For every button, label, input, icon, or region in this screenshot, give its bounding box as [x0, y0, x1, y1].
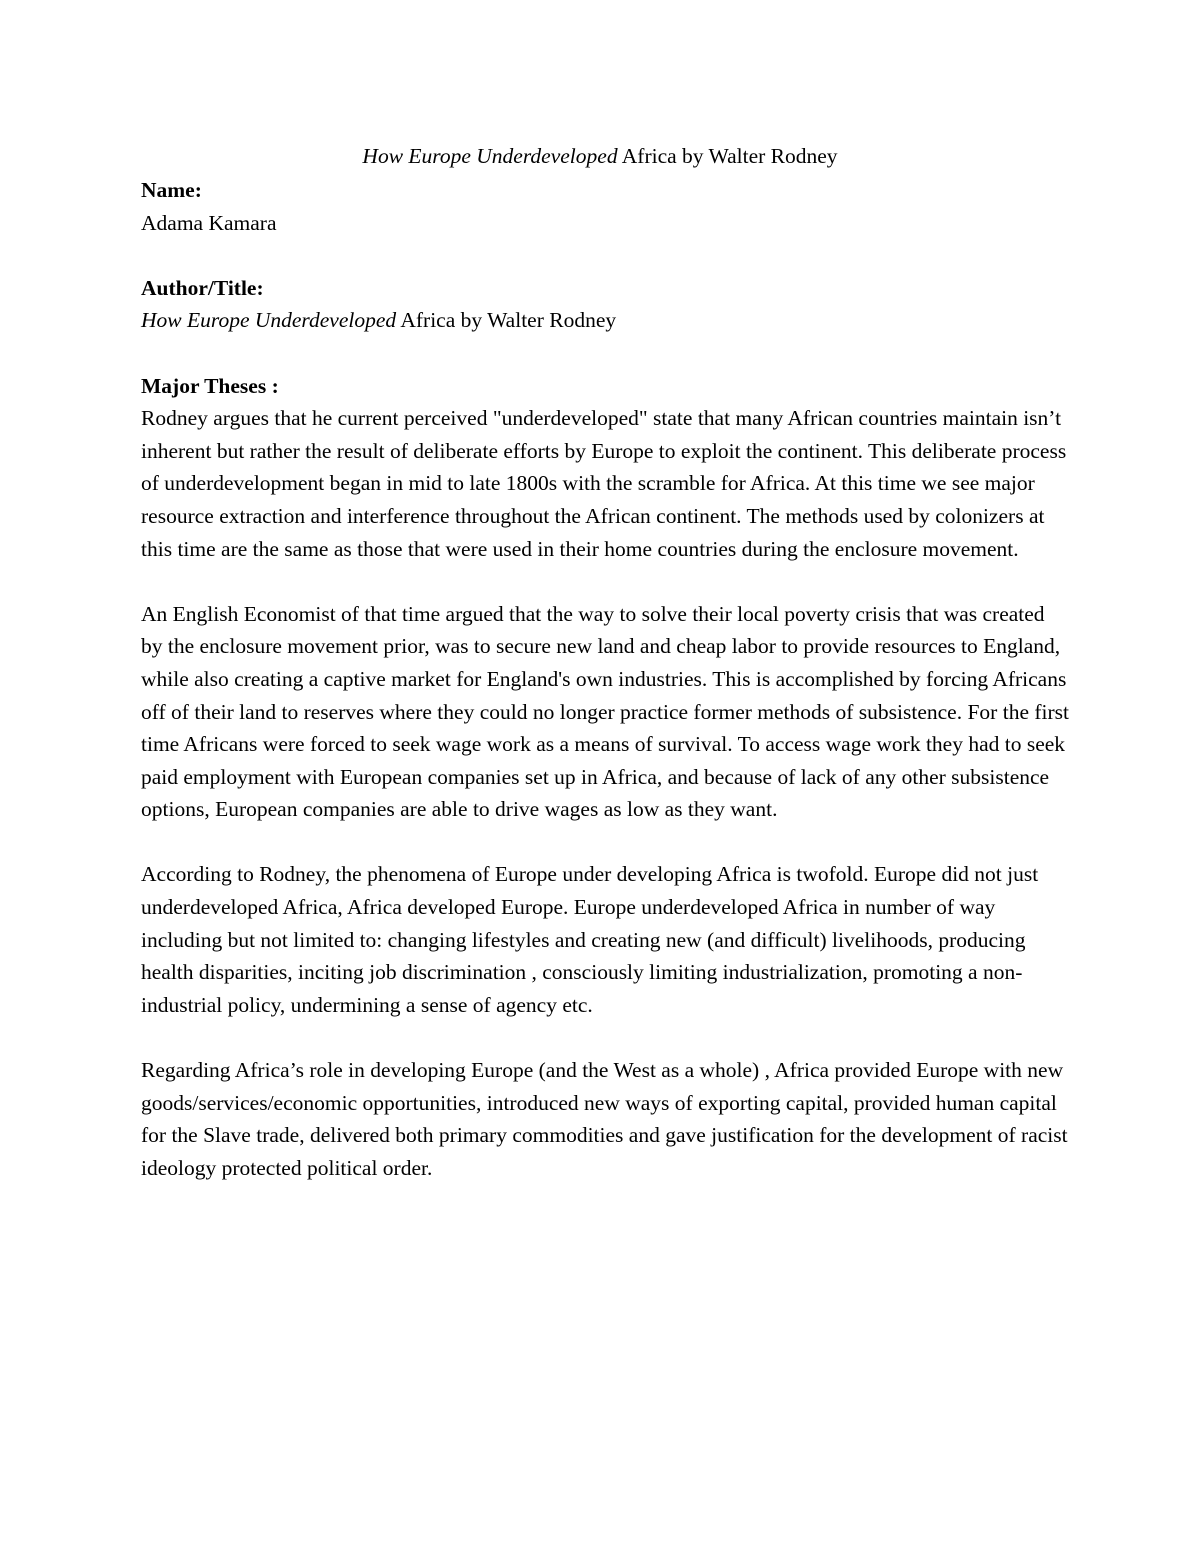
spacer: [141, 239, 1071, 272]
spacer: [141, 826, 1071, 859]
document-body: [141, 174, 1071, 1184]
spacer: [141, 337, 1071, 370]
spacer: [141, 565, 1071, 598]
title-rest-part: Africa by Walter Rodney: [617, 144, 838, 168]
thesis-paragraph-1: Rodney argues that he current perceived "underdeveloped" state that many African countries maintain isn’t inherent but rather the result of deliberate efforts by Europe to exploit the continent. This deliberate process of underdevelopment began in mid to late 1800s with the scramble for Africa. At this time we see major resource extraction and interference throughout the African continent. The methods used by colonizers at this time are the same as those that were used in their home countries during the enclosure movement.: [141, 406, 1067, 561]
major-theses-label: Major Theses :: [141, 373, 279, 398]
spacer: [141, 1021, 1071, 1054]
author-title-italic: How Europe Underdeveloped: [141, 308, 397, 333]
thesis-paragraph-3: According to Rodney, the phenomena of Europe under developing Africa is twofold. Europe did not just underdeveloped Africa, Africa developed Europe. Europe underdeveloped Africa in number of way including but not limited to: changing lifestyles and creating new (and difficult) livelihoods, producing health disparities, inciting job discrimination , consciously limiting industrialization, promoting a non-industrial policy, undermining a sense of agency etc.: [141, 862, 1039, 1017]
name-value: Adama Kamara: [141, 210, 277, 235]
author-title-rest: Africa by Walter Rodney: [396, 308, 617, 333]
page-title: [0, 142, 1200, 170]
author-title-label: Author/Title:: [141, 275, 264, 300]
title-italic-part: How Europe Underdeveloped: [362, 144, 618, 168]
name-label: Name:: [141, 178, 202, 202]
thesis-paragraph-2: An English Economist of that time argued that the way to solve their local poverty crisis that was created by the enclosure movement prior, was to secure new land and cheap labor to provide resources to England, while also creating a captive market for England's own industries. This is accomplished by forcing Africans off of their land to reserves where they could no longer practice former methods of subsistence. For the first time Africans were forced to seek wage work as a means of survival. To access wage work they had to seek paid employment with European companies set up in Africa, and because of lack of any other subsistence options, European companies are able to drive wages as low as they want.: [141, 601, 1069, 822]
thesis-paragraph-4: Regarding Africa’s role in developing Europe (and the West as a whole) , Africa provided Europe with new goods/services/economic opportunities, introduced new ways of exporting capital, provided human capital for the Slave trade, delivered both primary commodities and gave justification for the development of racist ideology protected political order.: [141, 1058, 1068, 1180]
author-title-value: [141, 304, 1071, 337]
